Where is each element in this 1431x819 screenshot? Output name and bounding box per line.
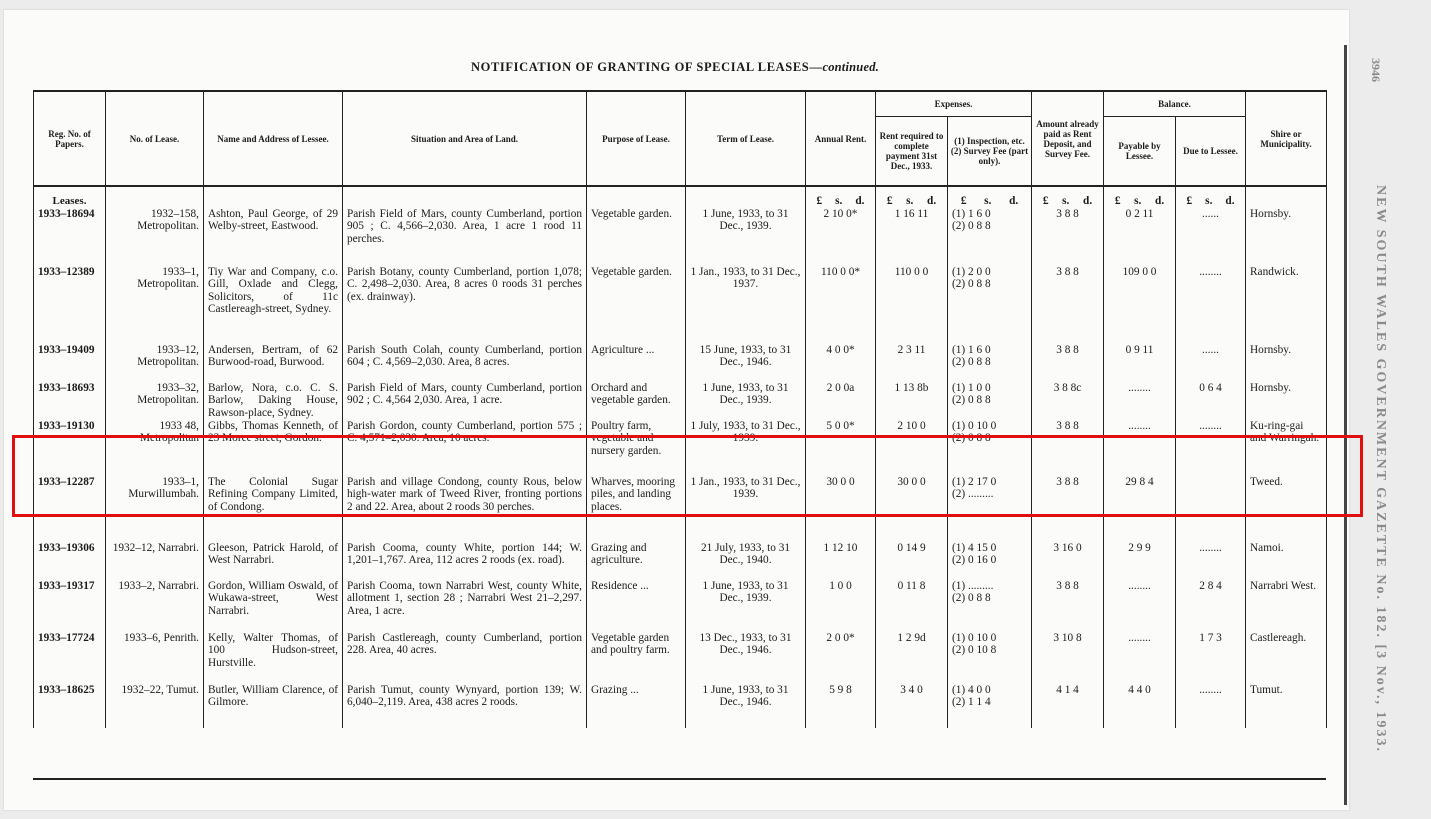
inspection-cell (948, 382, 1032, 420)
lsd-rent-required (876, 195, 948, 208)
title-main: NOTIFICATION OF GRANTING OF SPECIAL LEASES— (471, 60, 823, 74)
annual-rent-cell: 30 0 0 (806, 476, 876, 542)
table-row (34, 580, 1327, 632)
rent-required-cell: 1 16 11 (876, 208, 948, 266)
header-purpose: Purpose of Lease. (587, 91, 686, 186)
purpose-cell: Agriculture ... (587, 344, 686, 382)
situation-cell: Parish Cooma, county White, portion 144; W. 1,201–1,767. Area, 112 acres 2 roods (ex. road). (343, 542, 587, 580)
shire-cell: Randwick. (1246, 266, 1327, 344)
lsd-header-row (34, 195, 1327, 208)
lsd-symbol: d. (927, 195, 937, 207)
highlight-box (12, 435, 1363, 517)
table-row (34, 266, 1327, 344)
payable-cell: 0 9 11 (1104, 344, 1176, 382)
lsd-symbol: £ (960, 195, 967, 207)
lsd-symbol: d. (1009, 195, 1019, 207)
lessee-cell: Gibbs, Thomas Kenneth, of 23 Moree street, Gordon. (204, 420, 343, 476)
due-cell: ...... (1176, 344, 1246, 382)
inspection-line: (1) 4 0 0 (952, 683, 991, 696)
lessee-cell: Barlow, Nora, c.o. C. S. Barlow, Daking House, Rawson-place, Sydney. (204, 382, 343, 420)
lessee-cell: Andersen, Bertram, of 62 Burwood-road, Burwood. (204, 344, 343, 382)
term-cell: 1 June, 1933, to 31 Dec., 1946. (686, 684, 806, 728)
lsd-payable (1104, 195, 1176, 208)
survey-fee-line: (2) 0 8 8 (952, 592, 991, 605)
inspection-cell (948, 344, 1032, 382)
purpose-cell: Grazing and agriculture. (587, 542, 686, 580)
header-rent-required: Rent required to complete payment 31st Dec., 1933. (876, 117, 948, 187)
lsd-symbol: d. (1155, 195, 1165, 207)
rent-required-cell: 3 4 0 (876, 684, 948, 728)
shire-cell: Namoi. (1246, 542, 1327, 580)
due-cell: ........ (1176, 542, 1246, 580)
reg-no-cell: 1933–17724 (34, 632, 106, 684)
lease-no-cell: 1933 48, Metropolitan (106, 420, 204, 476)
header-amount-paid: Amount already paid as Rent Deposit, and Survey Fee. (1032, 91, 1104, 186)
lsd-rent (806, 195, 876, 208)
payable-cell: ........ (1104, 580, 1176, 632)
amount-paid-cell: 3 16 0 (1032, 542, 1104, 580)
purpose-cell: Vegetable garden and poultry farm. (587, 632, 686, 684)
situation-cell: Parish South Colah, county Cumberland, portion 604 ; C. 4,569–2,030. Area, 8 acres. (343, 344, 587, 382)
leases-label: Leases. (34, 195, 106, 208)
header-expenses: Expenses. (876, 91, 1032, 117)
lsd-symbol: £ (886, 195, 893, 207)
bottom-rule (33, 778, 1326, 780)
lsd-symbol: £ (816, 195, 823, 207)
situation-cell: Parish and village Condong, county Rous, below high-water mark of Tweed River, fronting portions 2 and 22. Area, about 2 roods 30 perches. (343, 476, 587, 542)
rent-required-cell: 1 2 9d (876, 632, 948, 684)
survey-fee-line: (2) ......... (952, 488, 994, 501)
payable-cell: 2 9 9 (1104, 542, 1176, 580)
payable-cell: 4 4 0 (1104, 684, 1176, 728)
lsd-paid (1032, 195, 1104, 208)
header-reg-no: Reg. No. of Papers. (34, 91, 106, 186)
table-row (34, 632, 1327, 684)
annual-rent-cell: 110 0 0* (806, 266, 876, 344)
lsd-symbol: d. (1083, 195, 1093, 207)
inspection-line: (1) 1 6 0 (952, 207, 991, 220)
lsd-symbol: s. (906, 195, 914, 207)
header-annual-rent: Annual Rent. (806, 91, 876, 186)
annual-rent-cell: 1 0 0 (806, 580, 876, 632)
table-row (34, 344, 1327, 382)
amount-paid-cell: 3 8 8 (1032, 476, 1104, 542)
reg-no-cell: 1933–18694 (34, 208, 106, 266)
reg-no-cell: 1933–18693 (34, 382, 106, 420)
header-balance: Balance. (1104, 91, 1246, 117)
lessee-cell: The Colonial Sugar Refining Company Limited, of Condong. (204, 476, 343, 542)
header-inspection: (1) Inspection, etc. (2) Survey Fee (part only). (948, 117, 1032, 187)
lsd-symbol: £ (1042, 195, 1049, 207)
table-row (34, 684, 1327, 728)
inspection-cell (948, 684, 1032, 728)
situation-cell: Parish Botany, county Cumberland, portion 1,078; C. 2,498–2,030. Area, 8 acres 0 roods 31 perches (ex. drainway). (343, 266, 587, 344)
lease-no-cell: 1932–22, Tumut. (106, 684, 204, 728)
annual-rent-cell: 1 12 10 (806, 542, 876, 580)
lsd-inspection (948, 195, 1032, 208)
header-term: Term of Lease. (686, 91, 806, 186)
lessee-cell: Kelly, Walter Thomas, of 100 Hudson-street, Hurstville. (204, 632, 343, 684)
purpose-cell: Vegetable garden. (587, 208, 686, 266)
inspection-cell (948, 580, 1032, 632)
lessee-cell: Gleeson, Patrick Harold, of West Narrabri. (204, 542, 343, 580)
inspection-line: (1) 1 0 0 (952, 381, 991, 394)
header-due: Due to Lessee. (1176, 117, 1246, 187)
table-row (34, 542, 1327, 580)
inspection-line: (1) 4 15 0 (952, 541, 997, 554)
lessee-cell: Butler, William Clarence, of Gilmore. (204, 684, 343, 728)
amount-paid-cell: 4 1 4 (1032, 684, 1104, 728)
lease-no-cell: 1933–6, Penrith. (106, 632, 204, 684)
amount-paid-cell: 3 8 8 (1032, 266, 1104, 344)
amount-paid-cell: 3 10 8 (1032, 632, 1104, 684)
reg-no-cell: 1933–19130 (34, 420, 106, 476)
shire-cell: Narrabri West. (1246, 580, 1327, 632)
annual-rent-cell: 5 9 8 (806, 684, 876, 728)
inspection-cell (948, 266, 1032, 344)
lsd-symbol: £ (1186, 195, 1193, 207)
reg-no-cell: 1933–19306 (34, 542, 106, 580)
survey-fee-line: (2) 1 1 4 (952, 696, 991, 709)
situation-cell: Parish Tumut, county Wynyard, portion 139; W. 6,040–2,119. Area, 438 acres 2 roods. (343, 684, 587, 728)
lsd-due (1176, 195, 1246, 208)
annual-rent-cell: 5 0 0* (806, 420, 876, 476)
survey-fee-line: (2) 0 16 0 (952, 554, 997, 567)
rent-required-cell: 0 11 8 (876, 580, 948, 632)
header-payable: Payable by Lessee. (1104, 117, 1176, 187)
purpose-cell: Grazing ... (587, 684, 686, 728)
term-cell: 13 Dec., 1933, to 31 Dec., 1946. (686, 632, 806, 684)
survey-fee-line: (2) 0 8 8 (952, 220, 991, 233)
annual-rent-cell: 2 0 0a (806, 382, 876, 420)
reg-no-cell: 1933–19409 (34, 344, 106, 382)
term-cell: 15 June, 1933, to 31 Dec., 1946. (686, 344, 806, 382)
payable-cell: 0 2 11 (1104, 208, 1176, 266)
lease-no-cell: 1933–1, Metropolitan. (106, 266, 204, 344)
header-situation: Situation and Area of Land. (343, 91, 587, 186)
lsd-symbol: d. (855, 195, 865, 207)
inspection-line: (1) 1 6 0 (952, 343, 991, 356)
table-row (34, 382, 1327, 420)
header-name: Name and Address of Lessee. (204, 91, 343, 186)
due-cell: ........ (1176, 266, 1246, 344)
term-cell: 1 July, 1933, to 31 Dec., 1939. (686, 420, 806, 476)
amount-paid-cell: 3 8 8 (1032, 344, 1104, 382)
rent-required-cell: 30 0 0 (876, 476, 948, 542)
payable-cell: ........ (1104, 420, 1176, 476)
rent-required-cell: 2 10 0 (876, 420, 948, 476)
lsd-symbol: s. (835, 195, 843, 207)
special-leases-table (33, 90, 1327, 728)
term-cell: 1 June, 1933, to 31 Dec., 1939. (686, 580, 806, 632)
lsd-symbol: s. (984, 195, 992, 207)
survey-fee-line: (2) 0 8 8 (952, 394, 991, 407)
situation-cell: Parish Cooma, town Narrabri West, county White, allotment 1, section 28 ; Narrabri West 21–2,297. Area, 1 acre. (343, 580, 587, 632)
amount-paid-cell: 3 8 8 (1032, 420, 1104, 476)
lsd-symbol: d. (1225, 195, 1235, 207)
lsd-symbol: £ (1114, 195, 1121, 207)
header-shire: Shire or Municipality. (1246, 91, 1327, 186)
inspection-line: (1) 0 10 0 (952, 631, 997, 644)
term-cell: 1 June, 1933, to 31 Dec., 1939. (686, 208, 806, 266)
lessee-cell: Gordon, William Oswald, of Wukawa-street, West Narrabri. (204, 580, 343, 632)
inspection-line: (1) ......... (952, 579, 994, 592)
situation-cell: Parish Gordon, county Cumberland, portion 575 ; C. 4,571–2,030. Area, 10 acres. (343, 420, 587, 476)
survey-fee-line: (2) 0 10 8 (952, 644, 997, 657)
lease-no-cell: 1933–32, Metropolitan. (106, 382, 204, 420)
shire-cell: Ku-ring-gai and Warringah. (1246, 420, 1327, 476)
term-cell: 21 July, 1933, to 31 Dec., 1940. (686, 542, 806, 580)
inspection-cell (948, 208, 1032, 266)
page-title (0, 60, 1350, 75)
situation-cell: Parish Field of Mars, county Cumberland, portion 902 ; C. 4,564 2,030. Area, 1 acre. (343, 382, 587, 420)
annual-rent-cell: 2 0 0* (806, 632, 876, 684)
page-edge-rule (1344, 45, 1347, 805)
term-cell: 1 Jan., 1933, to 31 Dec., 1937. (686, 266, 806, 344)
due-cell: ...... (1176, 208, 1246, 266)
survey-fee-line: (2) 0 8 8 (952, 278, 991, 291)
header-lease-no: No. of Lease. (106, 91, 204, 186)
payable-cell: 29 8 4 (1104, 476, 1176, 542)
survey-fee-line: (2) 0 8 8 (952, 432, 991, 445)
annual-rent-cell: 2 10 0* (806, 208, 876, 266)
shire-cell: Hornsby. (1246, 382, 1327, 420)
purpose-cell: Vegetable garden. (587, 266, 686, 344)
due-cell: ........ (1176, 420, 1246, 476)
payable-cell: ........ (1104, 632, 1176, 684)
purpose-cell: Orchard and vegetable garden. (587, 382, 686, 420)
rent-required-cell: 1 13 8b (876, 382, 948, 420)
lsd-symbol: s. (1134, 195, 1142, 207)
reg-no-cell: 1933–12287 (34, 476, 106, 542)
shire-cell: Hornsby. (1246, 208, 1327, 266)
amount-paid-cell: 3 8 8 (1032, 208, 1104, 266)
title-continued: continued. (822, 60, 879, 74)
due-cell: 2 8 4 (1176, 580, 1246, 632)
lease-no-cell: 1932–158, Metropolitan. (106, 208, 204, 266)
amount-paid-cell: 3 8 8c (1032, 382, 1104, 420)
reg-no-cell: 1933–12389 (34, 266, 106, 344)
lessee-cell: Ashton, Paul George, of 29 Welby-street, Eastwood. (204, 208, 343, 266)
lease-no-cell: 1932–12, Narrabri. (106, 542, 204, 580)
running-header: NEW SOUTH WALES GOVERNMENT GAZETTE No. 182. [3 Nov., 1933. (1373, 185, 1388, 753)
term-cell: 1 Jan., 1933, to 31 Dec., 1939. (686, 476, 806, 542)
reg-no-cell: 1933–19317 (34, 580, 106, 632)
reg-no-cell: 1933–18625 (34, 684, 106, 728)
situation-cell: Parish Castlereagh, county Cumberland, portion 228. Area, 40 acres. (343, 632, 587, 684)
lease-no-cell: 1933–1, Murwillumbah. (106, 476, 204, 542)
purpose-cell: Poultry farm, vegetable and nursery garden. (587, 420, 686, 476)
situation-cell: Parish Field of Mars, county Cumberland, portion 905 ; C. 4,566–2,030. Area, 1 acre 1 rood 11 perches. (343, 208, 587, 266)
survey-fee-line: (2) 0 8 8 (952, 356, 991, 369)
due-cell: 0 6 4 (1176, 382, 1246, 420)
shire-cell: Hornsby. (1246, 344, 1327, 382)
lease-no-cell: 1933–2, Narrabri. (106, 580, 204, 632)
shire-cell: Tweed. (1246, 476, 1327, 542)
lsd-symbol: s. (1205, 195, 1213, 207)
due-cell: 1 7 3 (1176, 632, 1246, 684)
purpose-cell: Wharves, mooring piles, and landing places. (587, 476, 686, 542)
inspection-line: (1) 0 10 0 (952, 419, 997, 432)
payable-cell: 109 0 0 (1104, 266, 1176, 344)
rent-required-cell: 0 14 9 (876, 542, 948, 580)
inspection-cell (948, 632, 1032, 684)
due-cell: ........ (1176, 684, 1246, 728)
amount-paid-cell: 3 8 8 (1032, 580, 1104, 632)
inspection-line: (1) 2 0 0 (952, 265, 991, 278)
payable-cell: ........ (1104, 382, 1176, 420)
rent-required-cell: 110 0 0 (876, 266, 948, 344)
page-number: 3946 (1369, 58, 1383, 82)
table-row (34, 208, 1327, 266)
inspection-line: (1) 2 17 0 (952, 475, 997, 488)
shire-cell: Tumut. (1246, 684, 1327, 728)
purpose-cell: Residence ... (587, 580, 686, 632)
shire-cell: Castlereagh. (1246, 632, 1327, 684)
inspection-cell (948, 542, 1032, 580)
term-cell: 1 June, 1933, to 31 Dec., 1939. (686, 382, 806, 420)
lease-no-cell: 1933–12, Metropolitan. (106, 344, 204, 382)
rent-required-cell: 2 3 11 (876, 344, 948, 382)
annual-rent-cell: 4 0 0* (806, 344, 876, 382)
lessee-cell: Tiy War and Company, c.o. Gill, Oxlade and Clegg, Solicitors, of 11c Castlereagh-street, Sydney. (204, 266, 343, 344)
lsd-symbol: s. (1062, 195, 1070, 207)
